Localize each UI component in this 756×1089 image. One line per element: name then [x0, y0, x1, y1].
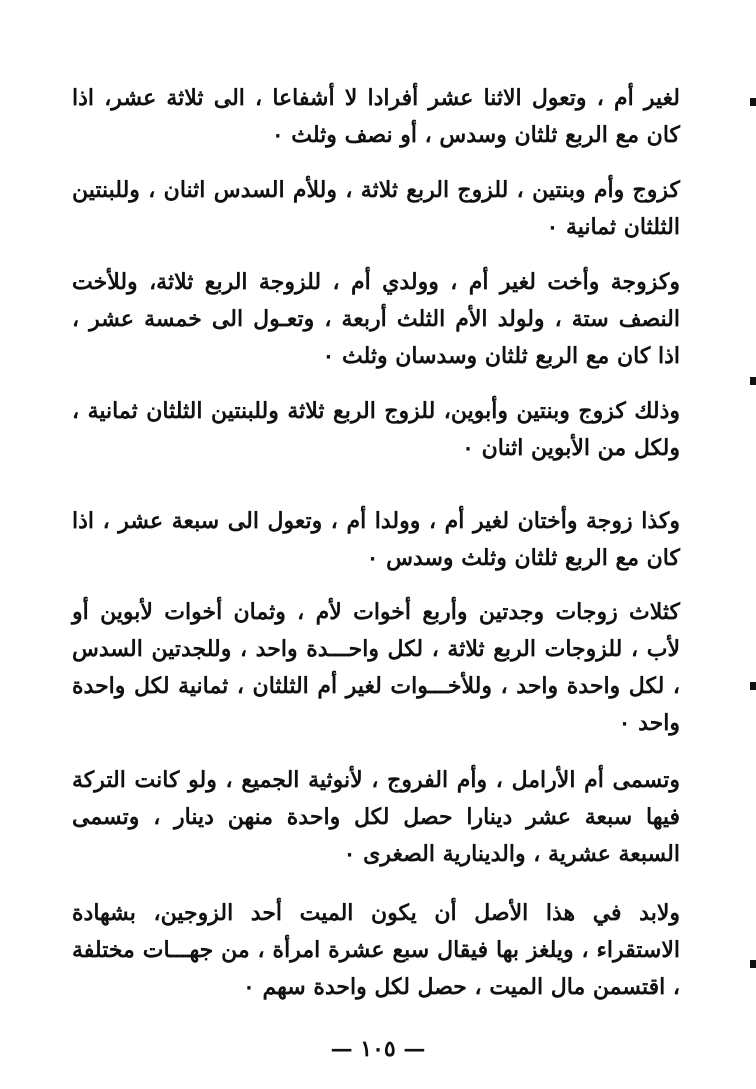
margin-mark — [750, 98, 756, 106]
paragraph-7: وتسمى أم الأرامل ، وأم الفروج ، لأنوثية الجميع ، ولو كانت التركة فيها سبعة عشر دينارا حصل لكل واحدة منهن دينار ، وتسمى السبعة عشرية ، والدينارية الصغرى ۰ — [72, 767, 680, 867]
paragraph-2: كزوج وأم وبنتين ، للزوج الربع ثلاثة ، وللأم السدس اثنان ، وللبنتين الثلثان ثمانية ۰ — [72, 177, 680, 240]
margin-mark — [750, 682, 756, 690]
paragraph-5: وكذا زوجة وأختان لغير أم ، وولدا أم ، وتعول الى سبعة عشر ، اذا كان مع الربع ثلثان وثلث وسدس ۰ — [72, 508, 680, 571]
margin-mark — [750, 960, 756, 968]
paragraph-8: ولابد في هذا الأصل أن يكون الميت أحد الزوجين، بشهادة الاستقراء ، ويلغز بها فيقال سبع عشرة امرأة ، من جهـــات مختلفة ، اقتسمن مال الميت ، حصل لكل واحدة سهم ۰ — [72, 900, 680, 1000]
paragraph-4: وذلك كزوج وبنتين وأبوين، للزوج الربع ثلاثة وللبنتين الثلثان ثمانية ، ولكل من الأبوين اثنان ۰ — [72, 398, 680, 461]
page-number: — ١٠٥ — — [330, 1036, 426, 1062]
margin-mark — [750, 377, 756, 385]
paragraph-6: كثلاث زوجات وجدتين وأربع أخوات لأم ، وثمان أخوات لأبوين أو لأب ، للزوجات الربع ثلاثة ، لكل واحـــدة واحد ، وللجدتين السدس ، لكل واحدة واحد ، وللأخـــوات لغير أم الثلثان ، ثمانية لكل واحدة واحد ۰ — [72, 599, 681, 736]
paragraph-3: وكزوجة وأخت لغير أم ، وولدي أم ، للزوجة الربع ثلاثة، وللأخت النصف ستة ، ولولد الأم الثلث أربعة ، وتعـول الى خمسة عشر ، اذا كان مع الربع ثلثان وسدسان وثلث ۰ — [72, 269, 680, 369]
paragraph-1: لغير أم ، وتعول الاثنا عشر أفرادا لا أشفاعا ، الى ثلاثة عشر، اذا كان مع الربع ثلثان وسدس ، أو نصف وثلث ۰ — [72, 85, 680, 148]
